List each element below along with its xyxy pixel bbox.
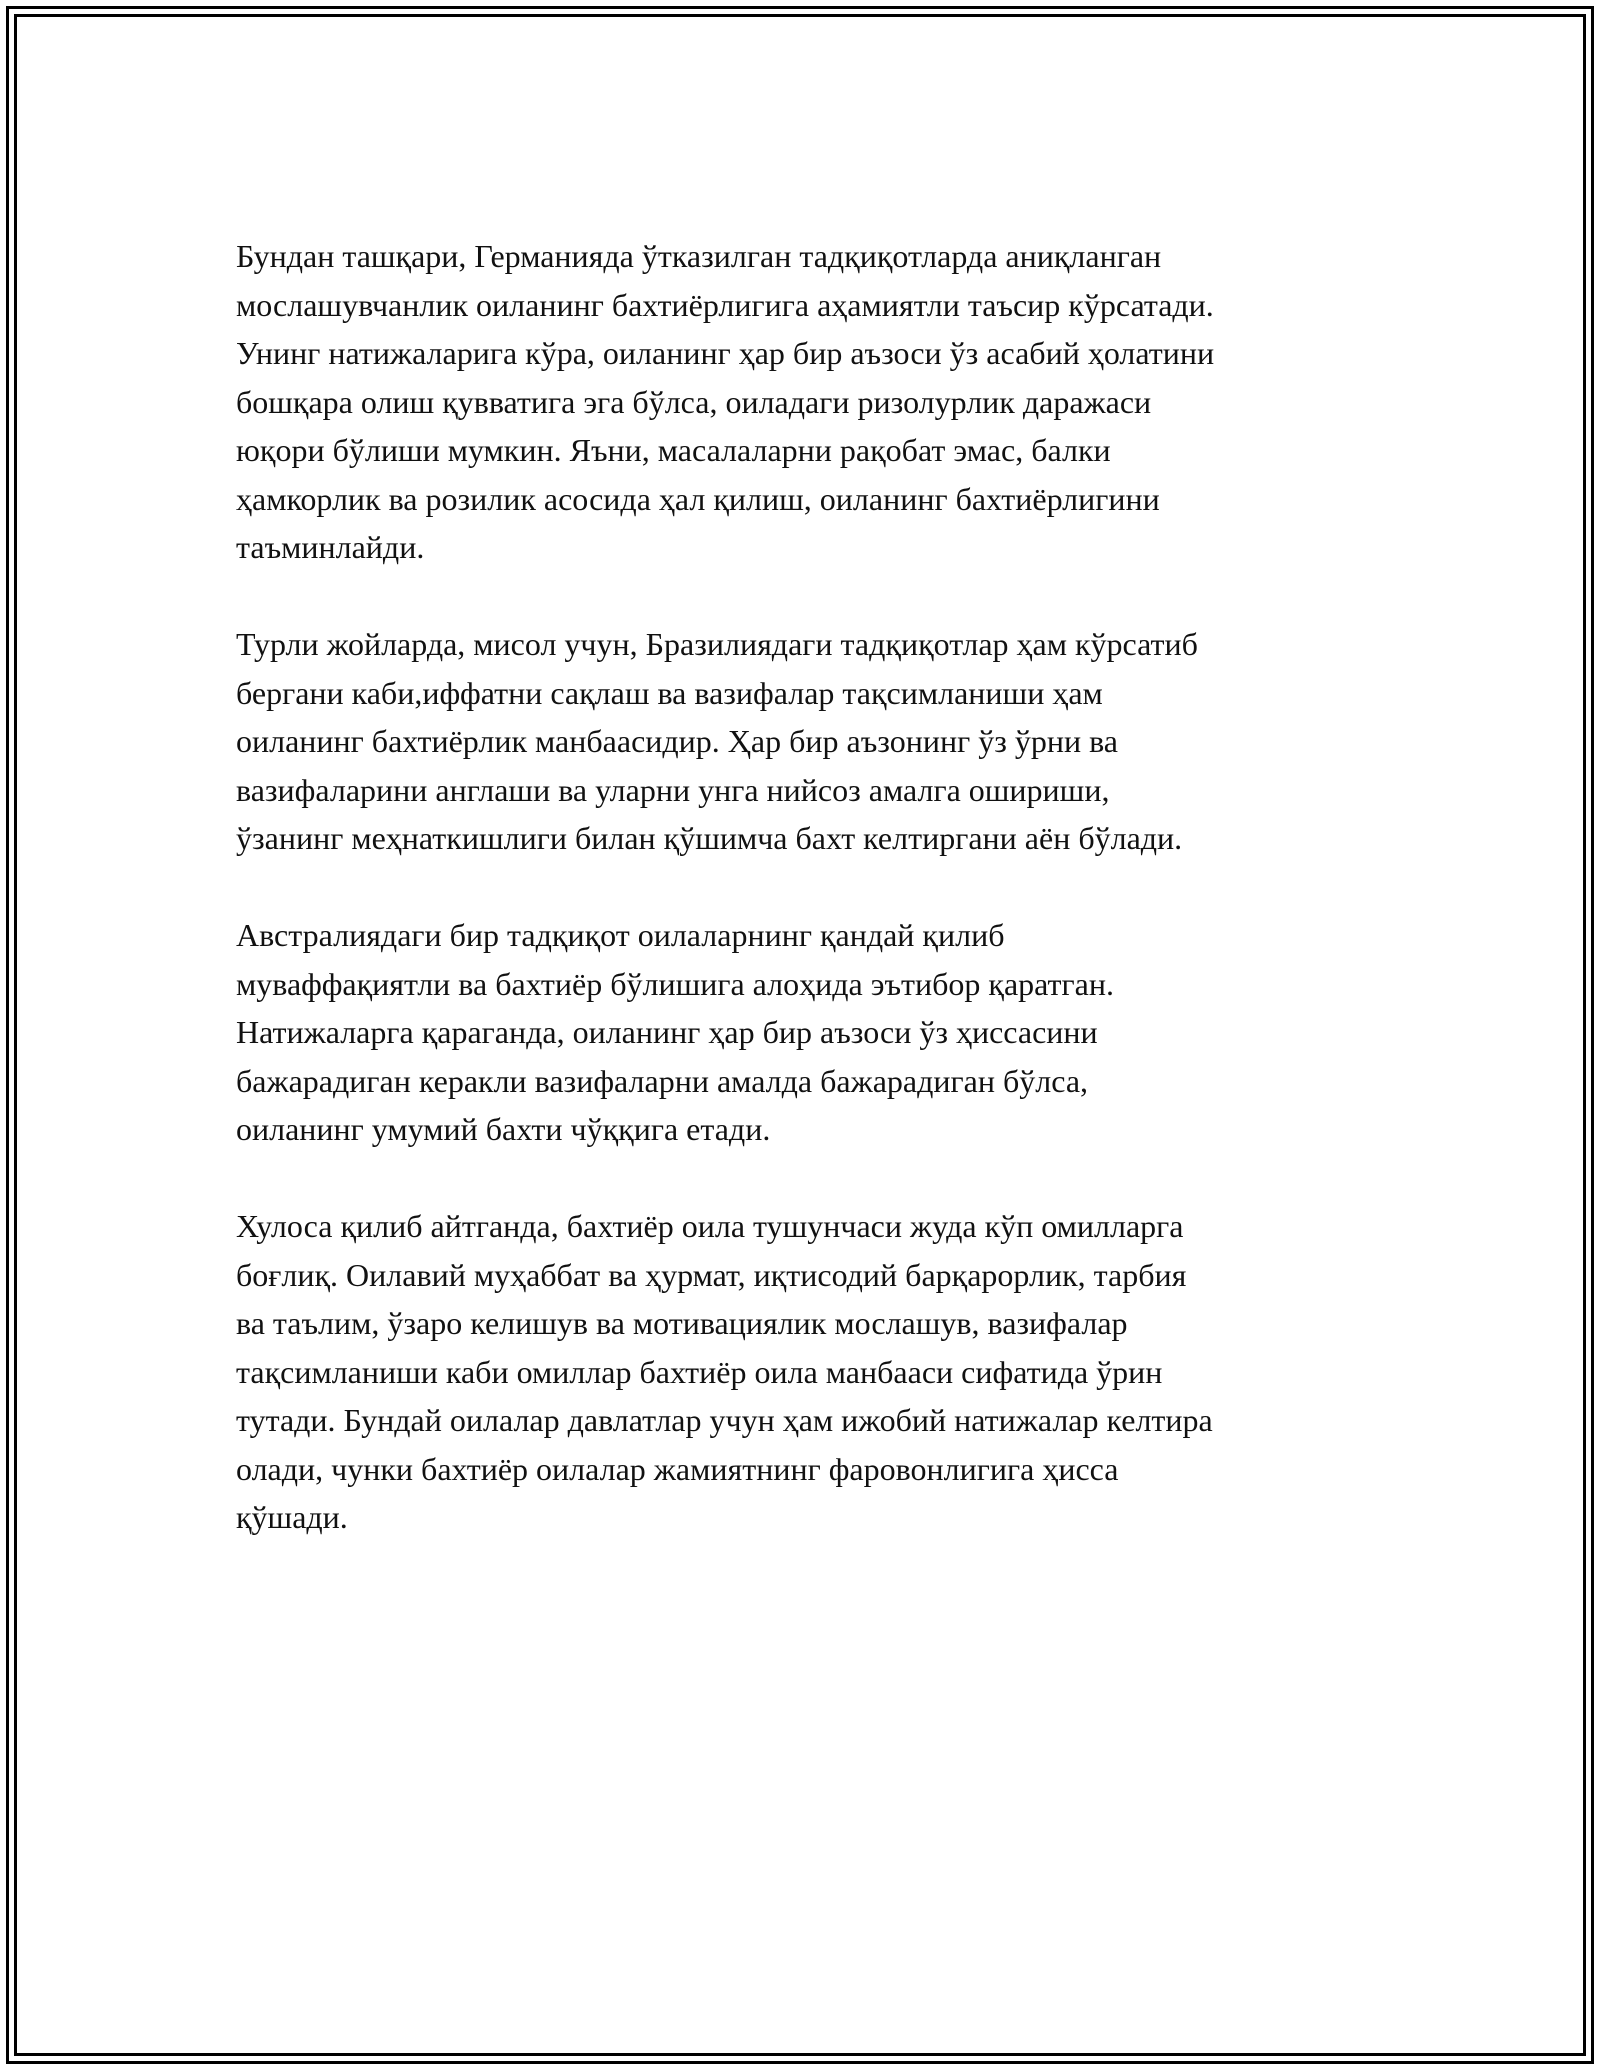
text-line: Натижаларга қараганда, оиланинг ҳар бир аъзоси ўз ҳиссасини [236,1014,1098,1050]
text-line: оиланинг умумий бахти чўққига етади. [236,1111,771,1147]
text-line: боғлиқ. Оилавий муҳаббат ва ҳурмат, иқтисодий барқарорлик, тарбия [236,1256,1187,1293]
text-line: олади, чунки бахтиёр оилалар жамиятнинг фаровонлигига ҳисса [236,1450,1119,1487]
paragraph-germany-study [236,232,1386,572]
text-line: оиланинг бахтиёрлик манбаасидир. Ҳар бир аъзонинг ўз ўрни ва [236,723,1118,759]
text-line: таъминлайди. [236,529,425,565]
text-line: Австралиядаги бир тадқиқот оилаларнинг қандай қилиб [236,917,1005,953]
paragraph-brazil-study [236,620,1386,863]
text-line: тутади. Бундай оилалар давлатлар учун ҳам ижобий натижалар келтира [236,1402,1213,1438]
text-line: ўзанинг меҳнаткишлиги билан қўшимча бахт келтиргани аён бўлади. [236,820,1183,856]
text-line: бажарадиган керакли вазифаларни амалда бажарадиган бўлса, [236,1062,1089,1099]
text-line: ҳамкорлик ва розилик асосида ҳал қилиш, оиланинг бахтиёрлигини [236,480,1160,517]
text-line: бошқара олиш қувватига эга бўлса, оиладаги ризолурлик даражаси [236,383,1152,420]
document-body [236,232,1386,1590]
paragraph-australia-study [236,911,1386,1154]
text-line: вазифаларини англаши ва уларни унга нийсоз амалга ошириши, [236,771,1110,808]
text-line: қўшади. [236,1499,348,1535]
text-line: муваффақиятли ва бахтиёр бўлишига алоҳида эътибор қаратган. [236,965,1114,1002]
text-line: Турли жойларда, мисол учун, Бразилиядаги тадқиқотлар ҳам кўрсатиб [236,626,1198,662]
text-line: Бундан ташқари, Германияда ўтказилган тадқиқотларда аниқланган [236,238,1162,274]
text-line: юқори бўлиши мумкин. Яъни, масалаларни рақобат эмас, балки [236,432,1111,468]
text-line: ва таълим, ўзаро келишув ва мотивациялик мослашув, вазифалар [236,1305,1128,1341]
text-line: бергани каби,иффатни сақлаш ва вазифалар тақсимланиши ҳам [236,674,1103,711]
text-line: Хулоса қилиб айтганда, бахтиёр оила тушунчаси жуда кўп омилларга [236,1208,1184,1244]
paragraph-conclusion [236,1202,1386,1542]
text-line: Унинг натижаларига кўра, оиланинг ҳар бир аъзоси ўз асабий ҳолатини [236,335,1215,371]
text-line: мослашувчанлик оиланинг бахтиёрлигига аҳамиятли таъсир кўрсатади. [236,286,1214,323]
text-line: тақсимланиши каби омиллар бахтиёр оила манбааси сифатида ўрин [236,1353,1163,1390]
